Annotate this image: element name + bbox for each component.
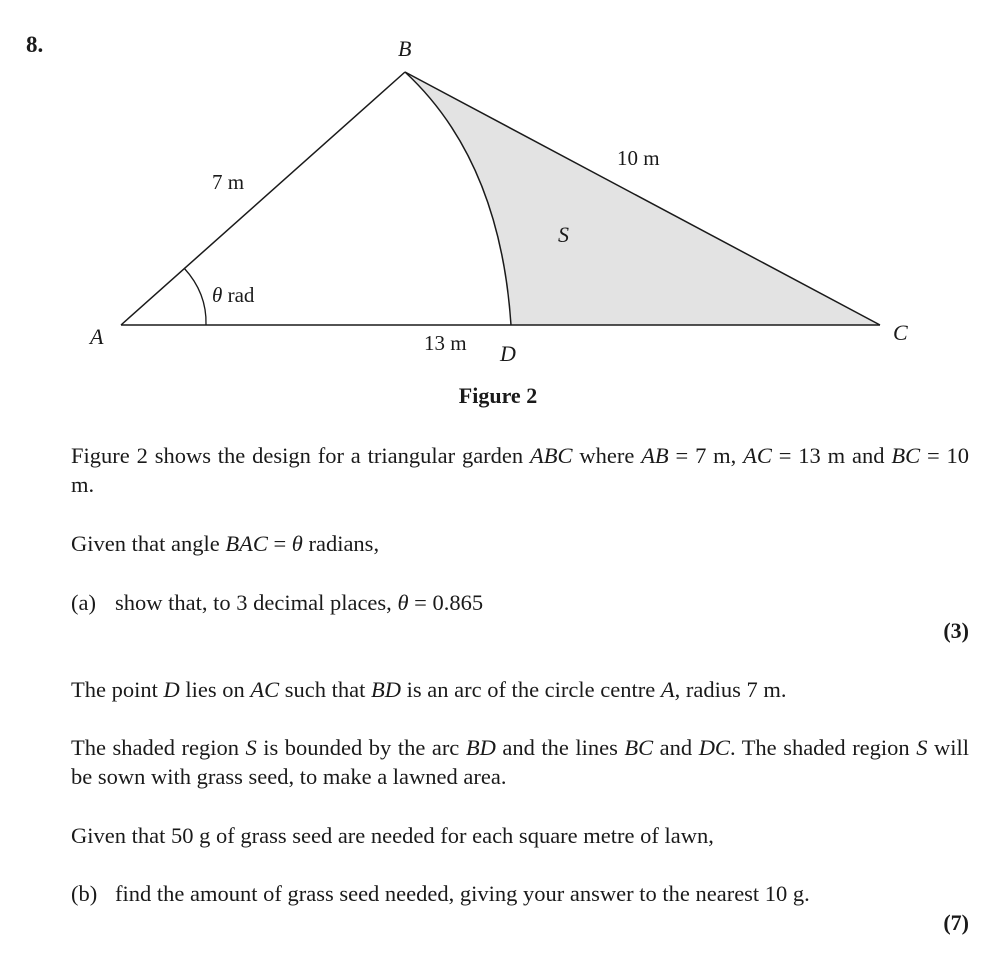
angle-label: θ rad <box>212 283 255 307</box>
edge-label-bc: 10 m <box>617 146 660 170</box>
part-a: (a) show that, to 3 decimal places, θ = 0.865 <box>71 590 484 615</box>
angle-arc <box>184 268 206 325</box>
vertex-label-d: D <box>500 341 516 366</box>
shaded-region-paragraph: The shaded region S is bounded by the arc BD and the lines BC and DC. The shaded region S will be sown with grass seed, to make a lawned area. <box>71 735 969 789</box>
part-b-marks: (7) <box>943 910 969 935</box>
figure-2-diagram <box>0 0 1003 380</box>
edge-label-ac: 13 m <box>424 331 467 355</box>
region-label-s: S <box>558 222 569 247</box>
seed-paragraph: Given that 50 g of grass seed are needed for each square metre of lawn, <box>71 823 714 848</box>
given-angle-paragraph: Given that angle BAC = θ radians, <box>71 531 380 556</box>
figure-caption: Figure 2 <box>458 383 538 408</box>
part-b-label: (b) <box>71 881 98 906</box>
part-b: (b) find the amount of grass seed needed, giving your answer to the nearest 10 g. <box>71 881 810 906</box>
vertex-label-c: C <box>893 320 908 345</box>
part-a-label: (a) <box>71 590 96 615</box>
part-a-marks: (3) <box>943 618 969 643</box>
point-d-paragraph: The point D lies on AC such that BD is an arc of the circle centre A, radius 7 m. <box>71 677 787 702</box>
edge-label-ab: 7 m <box>212 170 245 194</box>
question-number: 8. <box>26 32 44 57</box>
side-ab <box>121 72 405 325</box>
intro-paragraph: Figure 2 shows the design for a triangular garden ABC where AB = 7 m, AC = 13 m and BC = 10 m. <box>71 443 969 497</box>
vertex-label-a: A <box>90 324 104 349</box>
vertex-label-b: B <box>398 36 412 61</box>
